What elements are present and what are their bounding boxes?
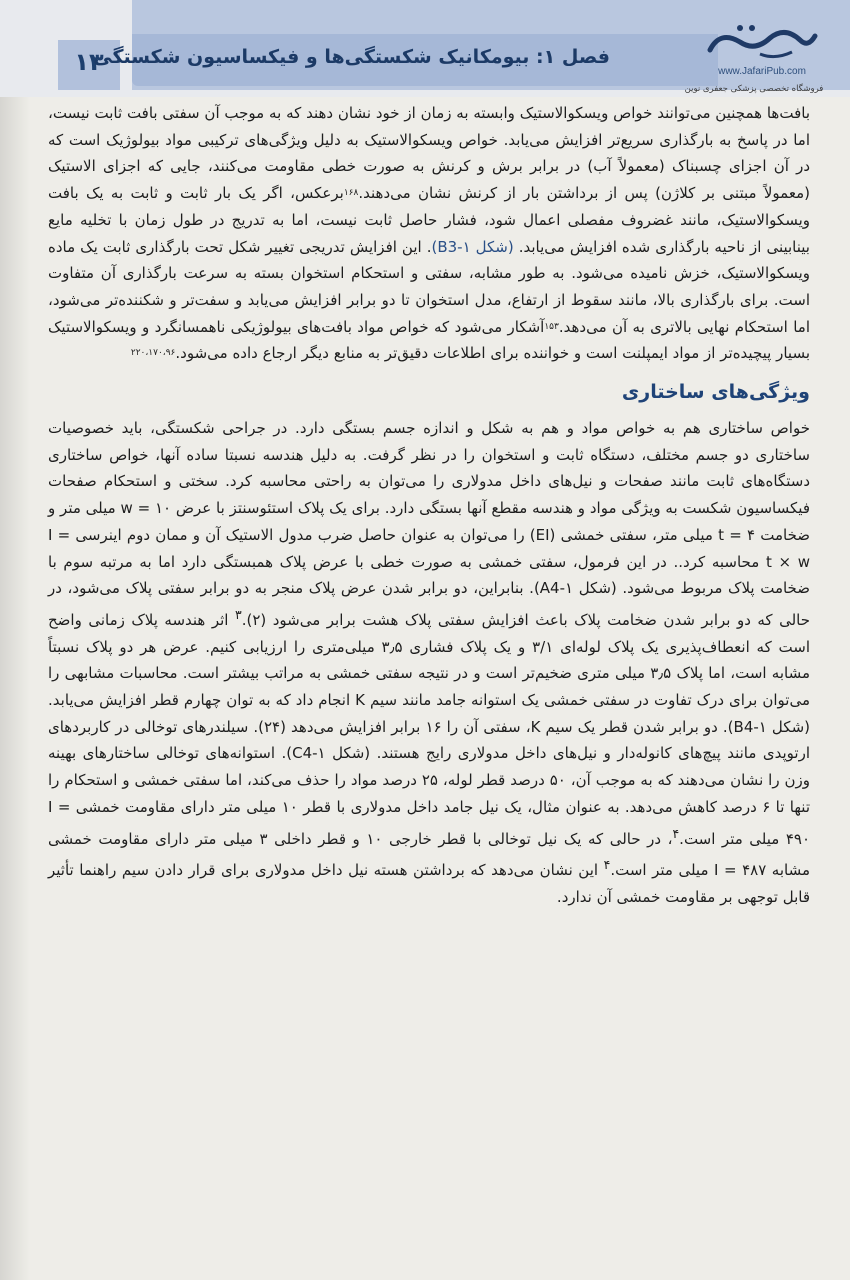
paragraph-text: . این افزایش تدریجی تغییر شکل تحت بارگذاری ثابت یک ماده ویسکوالاستیک، خزش نامیده می‌شود. به طور مشابه، سفتی و استحکام استخوان بسته به سرعت بارگذاری آن متفاوت است. برای بارگذاری بالا، مانند سقوط از ارتفاع، مدل استخوان تا دو برابر افزایش می‌یابد و سفت‌تر و شکننده‌تر می‌شود، اما استحکام نهایی بالاتری به آن می‌دهد. <box>48 237 810 336</box>
paragraph-text: آشکار می‌شود که خواص مواد بافت‌های بیولوژیکی ناهمسانگرد و ویسکوالاستیک بسیار پیچیده‌تر از مواد ایمپلنت است و خواننده برای اطلاعات دقیق‌تر به منابع دیگر ارجاع داده می‌شود. <box>48 317 810 363</box>
paragraph-text: ، در حالی که یک نیل توخالی با قطر خارجی ۱۰ و قطر داخلی ۳ میلی متر دارای مقاومت خمشی مشابه I = ۴۸۷ میلی متر است. <box>48 829 810 880</box>
paragraph-text: . دو برابر شدن قطر یک سیم K، سفتی آن را ۱۶ برابر افزایش می‌دهد (۲۴). سیلندرهای توخالی در کاربردهای ارتوپدی مانند پیچ‌های کانوله‌دار و نیل‌های داخل مدولاری رایج هستند. <box>48 717 810 763</box>
section-heading-structural: ویژگی‌های ساختاری <box>621 381 810 404</box>
paragraph-text: . بنابراین، دو برابر شدن عرض پلاک منجر به دو برابر سفتی پلاک می‌شود، در حالی که دو برابر شدن ضخامت پلاک باعث افزایش سفتی پلاک هشت برابر می‌شود (۲). <box>48 579 810 629</box>
paragraph-text: اثر هندسه پلاک زمانی واضح است که انعطاف‌پذیری یک پلاک لوله‌ای ۳/۱ و یک پلاک فشاری ۳٫۵ میلی‌متری را ارزیابی کنیم. عرض هر دو پلاک نسبتاً مشابه است، اما پلاک ۳٫۵ میلی متری ضخیم‌تر است و در نتیجه سفتی خمشی به مراتب بیشتر است. محاسبات مشابهی را می‌توان برای درک تفاوت در سفتی خمشی یک استوانه جامد مانند سیم K انجام داد که به توان چهارم قطر افزایش می‌یابد. <box>48 610 811 710</box>
paragraph-text: برعکس، اگر یک بار ثابت و ثابت به یک بافت ویسکوالاستیک، مانند غضروف مفصلی اعمال شود، فشار حاصل ثابت نیست، اما به تدریج در طول زمان با تخلیه مایع بینابینی از ناحیه بارگذاری شده افزایش می‌یابد. <box>48 184 810 256</box>
reference-153: ۱۵۳ <box>544 321 559 332</box>
reference-220: ۲۲۰،۱۷۰،۹۶ <box>130 348 176 359</box>
logo-url: www.JafariPub.com <box>718 66 806 77</box>
paragraph-text: بافت‌ها همچنین می‌توانند خواص ویسکوالاستیک وابسته به زمان از خود نشان دهند که به موجب آن سفتی بافت ثابت نیست، اما در پاسخ به بارگذاری سریع‌تر افزایش می‌یابد. خواص ویسکوالاستیک به دلیل ویژگی‌های ترکیبی مواد بیولوژیک است که در آن اجزای چسبناک (معمولاً آب) در برابر برش و کرنش به صورت خطی مقاومت می‌کنند، جایی که اجزای الاستیک (معمولاً مبتنی بر کلاژن) پس از برداشتن بار از کرنش نشان می‌دهند. <box>48 104 810 203</box>
page-gutter-shadow <box>0 0 30 1280</box>
figure-link-c4[interactable]: (شکل C4-۱) <box>286 744 371 763</box>
paragraph-text: خواص ساختاری هم به خواص مواد و هم به شکل و اندازه جسم بستگی دارد. در جراحی شکستگی، باید خصوصیات ساختاری دو جسم مختلف، دستگاه ثابت و استخوان را در نظر گرفت. به دلیل هندسه نسبتا ساده آنها، خواص ساختاری دستگاه‌های ثابت مانند صفحات و نیل‌های داخل مدولاری را می‌توان به راحتی محاسبه کرد. سختی و استحکام صفحات فیکساسیون شکست به ویژگی مواد و هندسه مقطع آنها بستگی دارد. برای یک پلاک استئوسنتز با عرض w = ۱۰ میلی متر و ضخامت t = ۴ میلی متر، سفتی خمشی (EI) را می‌توان به عنوان حاصل ضرب مدول الاستیک آن و ممان دوم اینرسی I = t × w محاسبه کرد.. در این فرمول، سفتی خمشی به صورت خطی با عرض پلاک همبستگی دارد اما به مرتبه سوم با ضخامت پلاک مربوط می‌شود. <box>48 419 811 598</box>
structural-paragraph <box>48 415 810 911</box>
reference-168: ۱۶۸ <box>343 188 359 199</box>
figure-link-b4[interactable]: (شکل B4-۱) <box>727 717 810 736</box>
figure-link-b3[interactable]: (شکل B3-۱) <box>431 237 514 256</box>
paragraph-text: . استوانه‌های توخالی ساختارهای بهینه وزن را نشان می‌دهند که به موجب آن، ۵۰ درصد قطر لوله، ۲۵ درصد مواد را حذف می‌کند، اما سفتی خمشی و استحکام را تنها تا ۶ درصد کاهش می‌دهد. به عنوان مثال، یک نیل جامد داخل مدولاری با قطر ۱۰ میلی متر دارای مقاومت خمشی I = ۴۹۰ میلی متر است. <box>48 744 811 848</box>
page-content <box>48 100 810 911</box>
reference-3: ۳ <box>234 606 242 622</box>
jafari-logo-icon <box>700 20 820 64</box>
viscoelastic-paragraph <box>48 100 810 367</box>
reference-4a: ۴ <box>672 825 680 841</box>
logo-subtitle: فروشگاه تخصصی پزشکی جعفری نوین <box>684 84 824 94</box>
figure-link-a4[interactable]: (شکل A4-۱) <box>533 579 617 598</box>
chapter-title: فصل ۱: بیومکانیک شکستگی‌ها و فیکساسیون شکستگی <box>93 46 610 68</box>
paragraph-text: این نشان می‌دهد که برداشتن هسته نیل داخل مدولاری برای قرار دادن سیم راهنما تأثیر قابل توجهی بر مقاومت خمشی آن ندارد. <box>48 861 810 906</box>
reference-4b: ۴ <box>603 857 611 873</box>
page-number: ۱۳ <box>74 48 104 76</box>
